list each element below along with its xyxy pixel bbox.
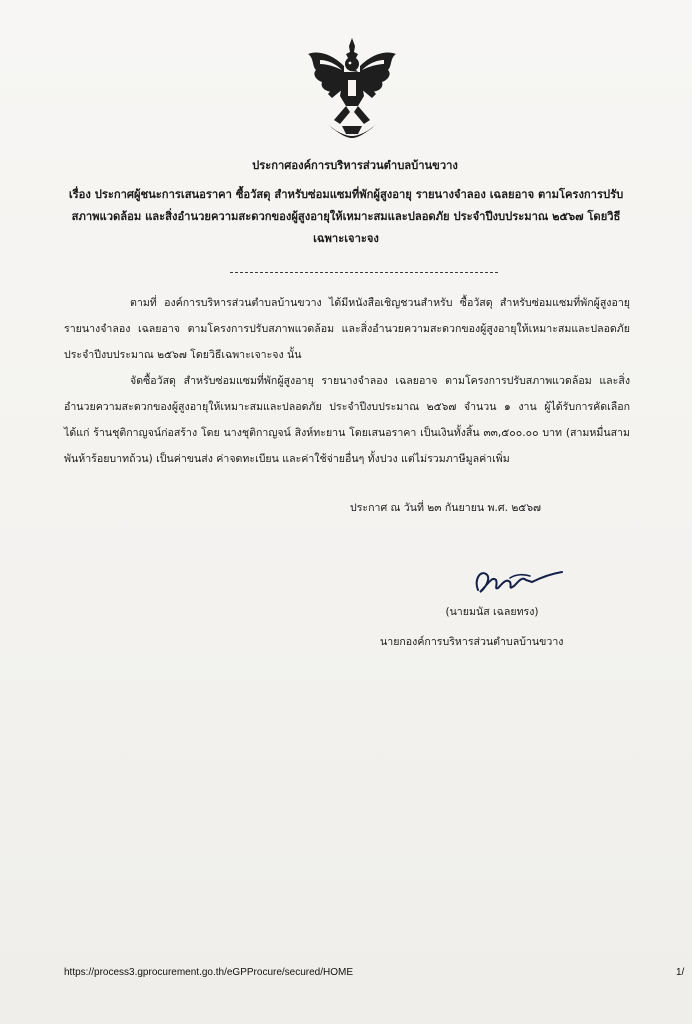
document-subject: เรื่อง ประกาศผู้ชนะการเสนอราคา ซื้อวัสดุ สำหรับซ่อมแซมที่พักผู้สูงอายุ รายนางจำลอง เฉลยอาจ ตามโครงการปรับสภาพแวดล้อม และสิ่งอำนวยความสะดวกของผู้สูงอายุให้เหมาะสมและปลอดภัย ประจำปีงบประมาณ ๒๕๖๗ โดยวิธีเฉพาะเจาะจง [68,188,624,245]
signer-position: นายกองค์การบริหารส่วนตำบลบ้านขวาง [380,636,564,648]
body-paragraph-1: ตามที่ องค์การบริหารส่วนตำบลบ้านขวาง ได้มีหนังสือเชิญชวนสำหรับ ซื้อวัสดุ สำหรับซ่อมแซมที่พักผู้สูงอายุ รายนางจำลอง เฉลยอาจ ตามโครงการปรับสภาพแวดล้อม และสิ่งอำนวยความสะดวกของผู้สูงอายุให้เหมาะสมและปลอดภัย ประจำปีงบประมาณ ๒๕๖๗ โดยวิธีเฉพาะเจาะจง นั้น [64,297,630,361]
signer-name: (นายมนัส เฉลยทรง) [445,606,539,618]
page-number: 1/ [676,967,685,978]
body-paragraph-2: จัดซื้อวัสดุ สำหรับซ่อมแซมที่พักผู้สูงอายุ รายนางจำลอง เฉลยอาจ ตามโครงการปรับสภาพแวดล้อม และสิ่งอำนวยความสะดวกของผู้สูงอายุให้เหมาะสมและปลอดภัย ประจำปีงบประมาณ ๒๕๖๗ จำนวน ๑ งาน ผู้ได้รับการคัดเลือก ได้แก่ ร้านชุติกาญจน์ก่อสร้าง โดย นางชุติกาญจน์ สิงห์ทะยาน โดยเสนอราคา เป็นเงินทั้งสิ้น ๓๓,๕๐๐.๐๐ บาท (สามหมื่นสามพันห้าร้อยบาทถ้วน) เป็นค่าขนส่ง ค่าจดทะเบียน และค่าใช้จ่ายอื่นๆ ทั้งปวง แต่ไม่รวมภาษีมูลค่าเพิ่ม [64,375,630,465]
footer-url: https://process3.gprocurement.go.th/eGPProcure/secured/HOME [64,967,354,978]
handwritten-signature [470,560,570,600]
document-title: ประกาศองค์การบริหารส่วนตำบลบ้านขวาง [252,159,458,172]
announcement-date: ประกาศ ณ วันที่ ๒๓ กันยายน พ.ศ. ๒๕๖๗ [350,502,542,514]
divider-line [230,272,498,273]
garuda-emblem-icon [306,36,398,140]
